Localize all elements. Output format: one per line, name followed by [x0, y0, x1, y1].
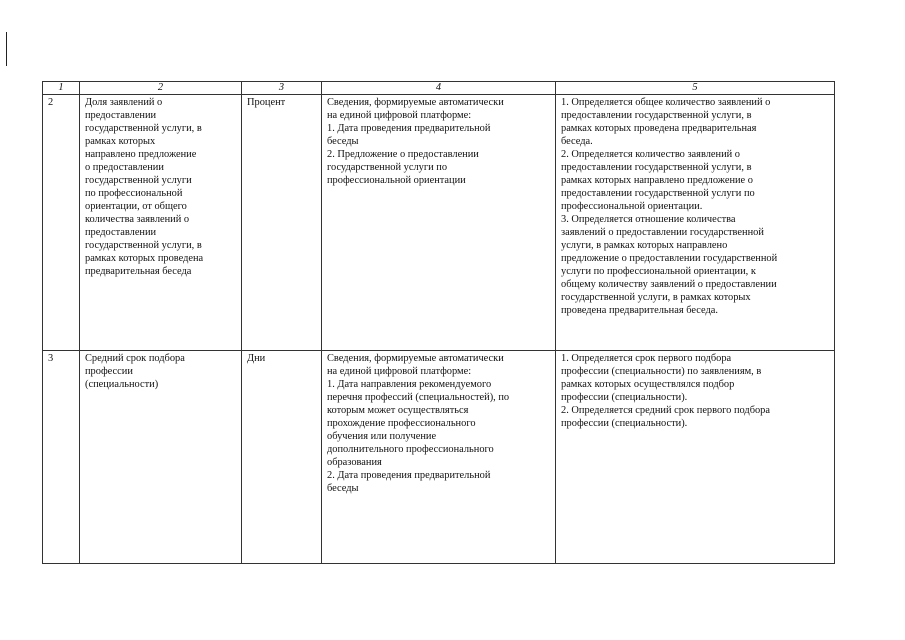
cell-text-line: перечня профессий (специальностей), по: [327, 392, 510, 403]
cell-text-line: общему количеству заявлений о предоставлении: [561, 279, 777, 290]
cell-text-line: профессии: [85, 366, 133, 377]
method-cell: [556, 95, 835, 351]
cell-text-line: профессии (специальности).: [561, 418, 688, 429]
cell-text-line: услуги, в рамках которых направлено: [561, 240, 728, 251]
cell-text-line: профессии (специальности).: [561, 392, 688, 403]
cell-text-line: профессиональной ориентации.: [561, 201, 703, 212]
cell-text-line: о предоставлении: [85, 162, 164, 173]
cell-text-line: количества заявлений о: [85, 214, 190, 225]
cell-text-line: проведена предварительная беседа.: [561, 305, 718, 316]
column-header-3: 3: [242, 82, 322, 95]
row-number: 3: [43, 351, 80, 564]
cell-text-line: ориентации, от общего: [85, 201, 187, 212]
cell-text-line: 2. Предложение о предоставлении: [327, 149, 479, 160]
cell-text-line: Сведения, формируемые автоматически: [327, 353, 504, 364]
margin-mark: [6, 32, 7, 66]
cell-text-line: 2. Определяется средний срок первого подбора: [561, 405, 770, 416]
cell-text-line: 1. Дата проведения предварительной: [327, 123, 491, 134]
cell-text-line: беседа.: [561, 136, 593, 147]
cell-text-line: 1. Определяется срок первого подбора: [561, 353, 732, 364]
cell-text-line: государственной услуги по: [327, 162, 448, 173]
cell-text-line: предоставлении: [85, 227, 157, 238]
cell-text-line: государственной услуги, в: [85, 123, 202, 134]
unit-cell: Процент: [242, 95, 322, 351]
method-cell: [556, 351, 835, 564]
table-header-row: [43, 82, 835, 95]
cell-text-line: 1. Определяется общее количество заявлений о: [561, 97, 771, 108]
cell-text-line: рамках которых: [85, 136, 156, 147]
cell-text-line: 2. Определяется количество заявлений о: [561, 149, 740, 160]
cell-text-line: профессиональной ориентации: [327, 175, 466, 186]
cell-text-line: дополнительного профессионального: [327, 444, 494, 455]
row-number: 2: [43, 95, 80, 351]
cell-text-line: прохождение профессионального: [327, 418, 476, 429]
indicators-table: [42, 81, 835, 564]
cell-text-line: государственной услуги: [85, 175, 192, 186]
cell-text-line: предоставлении: [85, 110, 157, 121]
cell-text-line: предоставлении государственной услуги, в: [561, 162, 752, 173]
source-cell: [322, 95, 556, 351]
cell-text-line: профессии (специальности) по заявлениям, в: [561, 366, 762, 377]
column-header-2: 2: [80, 82, 242, 95]
column-header-4: 4: [322, 82, 556, 95]
cell-text-line: заявлений о предоставлении государственной: [561, 227, 764, 238]
cell-text-line: рамках которых проведена: [85, 253, 204, 264]
cell-text-line: Доля заявлений о: [85, 97, 163, 108]
cell-text-line: беседы: [327, 483, 359, 494]
cell-text-line: 3. Определяется отношение количества: [561, 214, 736, 225]
cell-text-line: по профессиональной: [85, 188, 183, 199]
cell-text-line: Средний срок подбора: [85, 353, 185, 364]
cell-text-line: образования: [327, 457, 382, 468]
source-cell: [322, 351, 556, 564]
cell-text-line: которым может осуществляться: [327, 405, 469, 416]
cell-text-line: рамках которых осуществлялся подбор: [561, 379, 735, 390]
table-row: [43, 95, 835, 351]
cell-text-line: беседы: [327, 136, 359, 147]
indicator-cell: [80, 351, 242, 564]
indicator-cell: [80, 95, 242, 351]
cell-text-line: рамках которых проведена предварительная: [561, 123, 757, 134]
column-header-1: 1: [43, 82, 80, 95]
cell-text-line: на единой цифровой платформе:: [327, 366, 472, 377]
cell-text-line: услуги по профессиональной ориентации, к: [561, 266, 756, 277]
cell-text-line: (специальности): [85, 379, 159, 390]
cell-text-line: предварительная беседа: [85, 266, 192, 277]
cell-text-line: на единой цифровой платформе:: [327, 110, 472, 121]
cell-text-line: Сведения, формируемые автоматически: [327, 97, 504, 108]
unit-cell: Дни: [242, 351, 322, 564]
cell-text-line: государственной услуги, в рамках которых: [561, 292, 751, 303]
cell-text-line: обучения или получение: [327, 431, 437, 442]
table-row: [43, 351, 835, 564]
cell-text-line: рамках которых направлено предложение о: [561, 175, 753, 186]
cell-text-line: предложение о предоставлении государственной: [561, 253, 778, 264]
column-header-5: 5: [556, 82, 835, 95]
cell-text-line: предоставлении государственной услуги по: [561, 188, 755, 199]
cell-text-line: предоставлении государственной услуги, в: [561, 110, 752, 121]
cell-text-line: направлено предложение: [85, 149, 197, 160]
cell-text-line: государственной услуги, в: [85, 240, 202, 251]
cell-text-line: 2. Дата проведения предварительной: [327, 470, 491, 481]
cell-text-line: 1. Дата направления рекомендуемого: [327, 379, 492, 390]
